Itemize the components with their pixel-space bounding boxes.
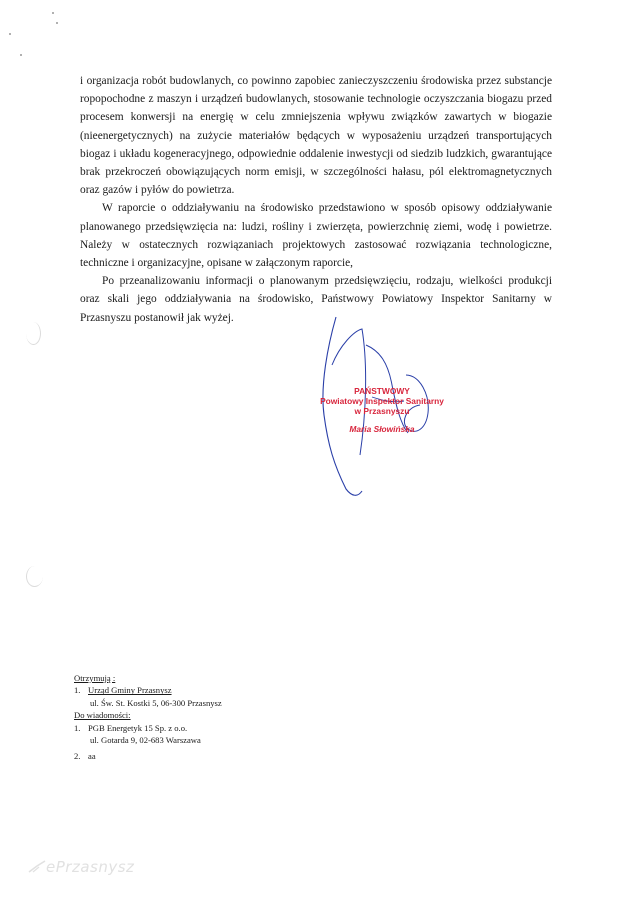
stamp-line-3: w Przasnyszu: [354, 406, 410, 416]
cc-number: 2.: [74, 751, 81, 762]
recipients-heading: Otrzymują :: [74, 673, 116, 683]
cc-heading: Do wiadomości:: [74, 710, 131, 721]
recipients-block: [74, 672, 374, 763]
scan-artifact: [26, 566, 43, 587]
recipient-address: ul. Św. St. Kostki 5, 06-300 Przasnysz: [90, 697, 222, 708]
paragraph-1: i organizacja robót budowlanych, co powinno zapobiec zanieczyszczeniu środowiska przez substancje ropopochodne z maszyn i urządzeń budowlanych, stosowanie technologie oczyszczania biogazu przed procesem konwersji na energię w celu zmniejszenia wpływu związków zawartych w biogazie (nieenergetycznych) na zużycie materiałów będących w wyposażeniu urządzeń transportujących biogaz i układu kogeneracyjnego, odpowiednie oddalenie inwestycji od siedzib ludzkich, gwarantujące brak przekroczeń obowiązujących norm emisji, w szczególności hałasu, pól elektromagnetycznych oraz gazów i pyłów do powietrza.: [80, 75, 552, 197]
paragraph-3: Po przeanalizowaniu informacji o planowanym przedsięwzięciu, rodzaju, wielkości produkcji oraz skali jego oddziaływania na środowisko, Państwowy Powiatowy Inspektor Sanitarny w Przasnyszu postanowił jak wyżej.: [80, 275, 552, 324]
stamp-line-2: Powiatowy Inspektor Sanitarny: [320, 396, 444, 406]
recipient-number: 1.: [74, 685, 81, 696]
recipient-name: Urząd Gminy Przasnysz: [88, 685, 172, 696]
watermark-logo: [28, 858, 134, 876]
stamp-name: Maria Słowińska: [349, 424, 415, 434]
cc-row: [74, 722, 374, 734]
official-stamp: [312, 386, 452, 434]
cc-name: PGB Energetyk 15 Sp. z o.o.: [88, 722, 188, 733]
cc-number: 1.: [74, 722, 81, 733]
cc-row: [74, 750, 374, 762]
cc-address: ul. Gotarda 9, 02-683 Warszawa: [90, 735, 201, 746]
stamp-line-1: PAŃSTWOWY: [354, 386, 410, 396]
scan-artifact: [26, 322, 41, 345]
paragraph-2: W raporcie o oddziaływaniu na środowisko przedstawiono w sposób opisowy oddziaływanie planowanego przedsięwzięcia na: ludzi, rośliny i zwierzęta, powierzchnię ziemi, wodę i powietrze. Należy w ostatecznych rozwiązaniach projektowych zastosować rozwiązania technologiczne, techniczne i organizacyjne, opisane w załączonym raporcie,: [80, 202, 552, 270]
recipient-row: [74, 684, 374, 696]
watermark-text: ePrzasnysz: [46, 858, 135, 876]
cc-name: aa: [88, 751, 96, 762]
watermark-swoosh-icon: [28, 860, 46, 874]
decision-body: [80, 72, 552, 327]
